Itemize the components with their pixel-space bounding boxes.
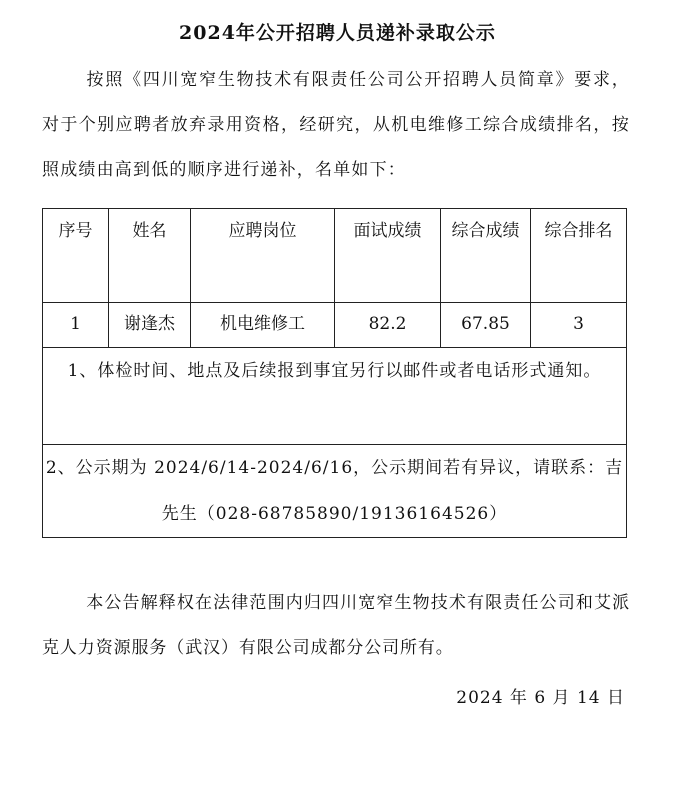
cell-position: 机电维修工	[191, 303, 335, 348]
header-total-score: 综合成绩	[441, 209, 531, 303]
header-name: 姓名	[109, 209, 191, 303]
publish-date: 2024 年 6 月 14 日	[456, 688, 625, 708]
cell-rank: 3	[531, 303, 627, 348]
candidate-table	[42, 208, 627, 538]
footer-text: 本公告解释权在法律范围内归四川宽窄生物技术有限责任公司和艾派克人力资源服务（武汉）有限公司成都分公司所有。	[42, 593, 630, 658]
header-rank: 综合排名	[531, 209, 627, 303]
note-2: 2、公示期为 2024/6/14-2024/6/16，公示期间若有异议，请联系：吉先生（028-68785890/19136164526）	[43, 445, 627, 538]
intro-paragraph	[42, 58, 630, 193]
cell-name: 谢逢杰	[109, 303, 191, 348]
header-position: 应聘岗位	[191, 209, 335, 303]
intro-text: 按照《四川宽窄生物技术有限责任公司公开招聘人员简章》要求，对于个别应聘者放弃录用资格，经研究，从机电维修工综合成绩排名，按照成绩由高到低的顺序进行递补，名单如下：	[42, 70, 630, 180]
page-title: 2024年公开招聘人员递补录取公示	[179, 22, 496, 44]
note-row-2	[43, 445, 627, 538]
table-row	[43, 303, 627, 348]
header-interview-score: 面试成绩	[335, 209, 441, 303]
table-header-row	[43, 209, 627, 303]
cell-total-score: 67.85	[441, 303, 531, 348]
note-1: 1、体检时间、地点及后续报到事宜另行以邮件或者电话形式通知。	[43, 348, 627, 445]
footer-paragraph	[42, 581, 630, 671]
header-no: 序号	[43, 209, 109, 303]
cell-interview-score: 82.2	[335, 303, 441, 348]
note-row-1	[43, 348, 627, 445]
cell-no: 1	[43, 303, 109, 348]
